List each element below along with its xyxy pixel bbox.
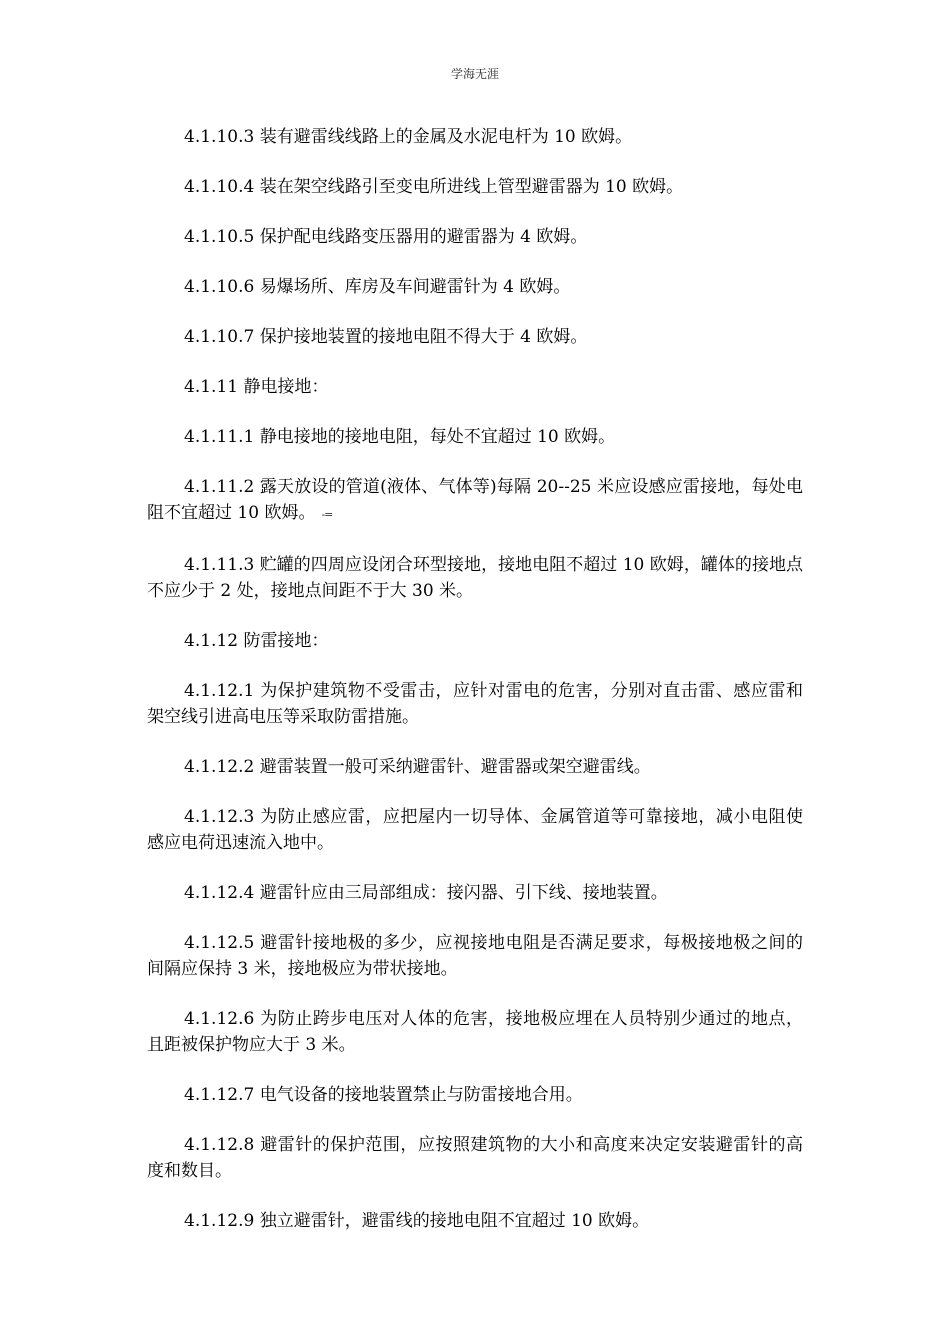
paragraph-4-1-12-4: 4.1.12.4 避雷针应由三局部组成：接闪器、引下线、接地装置。	[184, 883, 668, 903]
document-body	[147, 124, 803, 1258]
page-header: 学海无涯	[450, 67, 499, 81]
paragraph-4-1-11-1: 4.1.11.1 静电接地的接地电阻，每处不宜超过 10 欧姆。	[184, 427, 616, 447]
paragraph-4-1-11-3: 4.1.11.3 贮罐的四周应设闭合环型接地，接地电阻不超过 10 欧姆，罐体的接地点不应少于 2 处，接地点间距不于大 30 米。	[147, 555, 803, 601]
paragraph-4-1-12-9: 4.1.12.9 独立避雷针，避雷线的接地电阻不宜超过 10 欧姆。	[184, 1211, 650, 1231]
paragraph-4-1-12-8: 4.1.12.8 避雷针的保护范围，应按照建筑物的大小和高度来决定安装避雷针的高度和数目。	[147, 1135, 803, 1181]
paragraph-4-1-11-2	[147, 474, 803, 528]
paragraph-4-1-12-6: 4.1.12.6 为防止跨步电压对人体的危害，接地极应埋在人员特别少通过的地点，且距被保护物应大于 3 米。	[147, 1009, 803, 1055]
paragraph-4-1-12-2: 4.1.12.2 避雷装置一般可采纳避雷针、避雷器或架空避雷线。	[184, 757, 651, 777]
paragraph-4-1-10-7: 4.1.10.7 保护接地装置的接地电阻不得大于 4 欧姆。	[184, 327, 588, 347]
section-heading-4-1-11: 4.1.11 静电接地：	[184, 377, 329, 397]
paragraph-4-1-10-3: 4.1.10.3 装有避雷线线路上的金属及水泥电杆为 10 欧姆。	[184, 127, 633, 147]
paragraph-4-1-10-5: 4.1.10.5 保护配电线路变压器用的避雷器为 4 欧姆。	[184, 227, 588, 247]
paragraph-4-1-12-5: 4.1.12.5 避雷针接地极的多少，应视接地电阻是否满足要求，每极接地极之间的间隔应保持 3 米，接地极应为带状接地。	[147, 933, 803, 979]
paragraph-4-1-12-1: 4.1.12.1 为保护建筑物不受雷击，应针对雷电的危害，分别对直击雷、感应雷和架空线引进高电压等采取防雷措施。	[147, 681, 803, 727]
paragraph-4-1-12-7: 4.1.12.7 电气设备的接地装置禁止与防雷接地合用。	[184, 1085, 583, 1105]
paragraph-4-1-11-2-text: 4.1.11.2 露天放设的管道(液体、气体等)每隔 20--25 米应设感应雷接地，每处电阻不宜超过 10 欧姆。	[147, 477, 803, 523]
paragraph-4-1-10-4: 4.1.10.4 装在架空线路引至变电所进线上管型避雷器为 10 欧姆。	[184, 177, 684, 197]
paragraph-4-1-12-3: 4.1.12.3 为防止感应雷，应把屋内一切导体、金属管道等可靠接地，减小电阻使感应电荷迅速流入地中。	[147, 807, 803, 853]
section-heading-4-1-12: 4.1.12 防雷接地：	[184, 631, 329, 651]
inline-mark: -=	[321, 508, 333, 521]
paragraph-4-1-10-6: 4.1.10.6 易爆场所、库房及车间避雷针为 4 欧姆。	[184, 277, 571, 297]
